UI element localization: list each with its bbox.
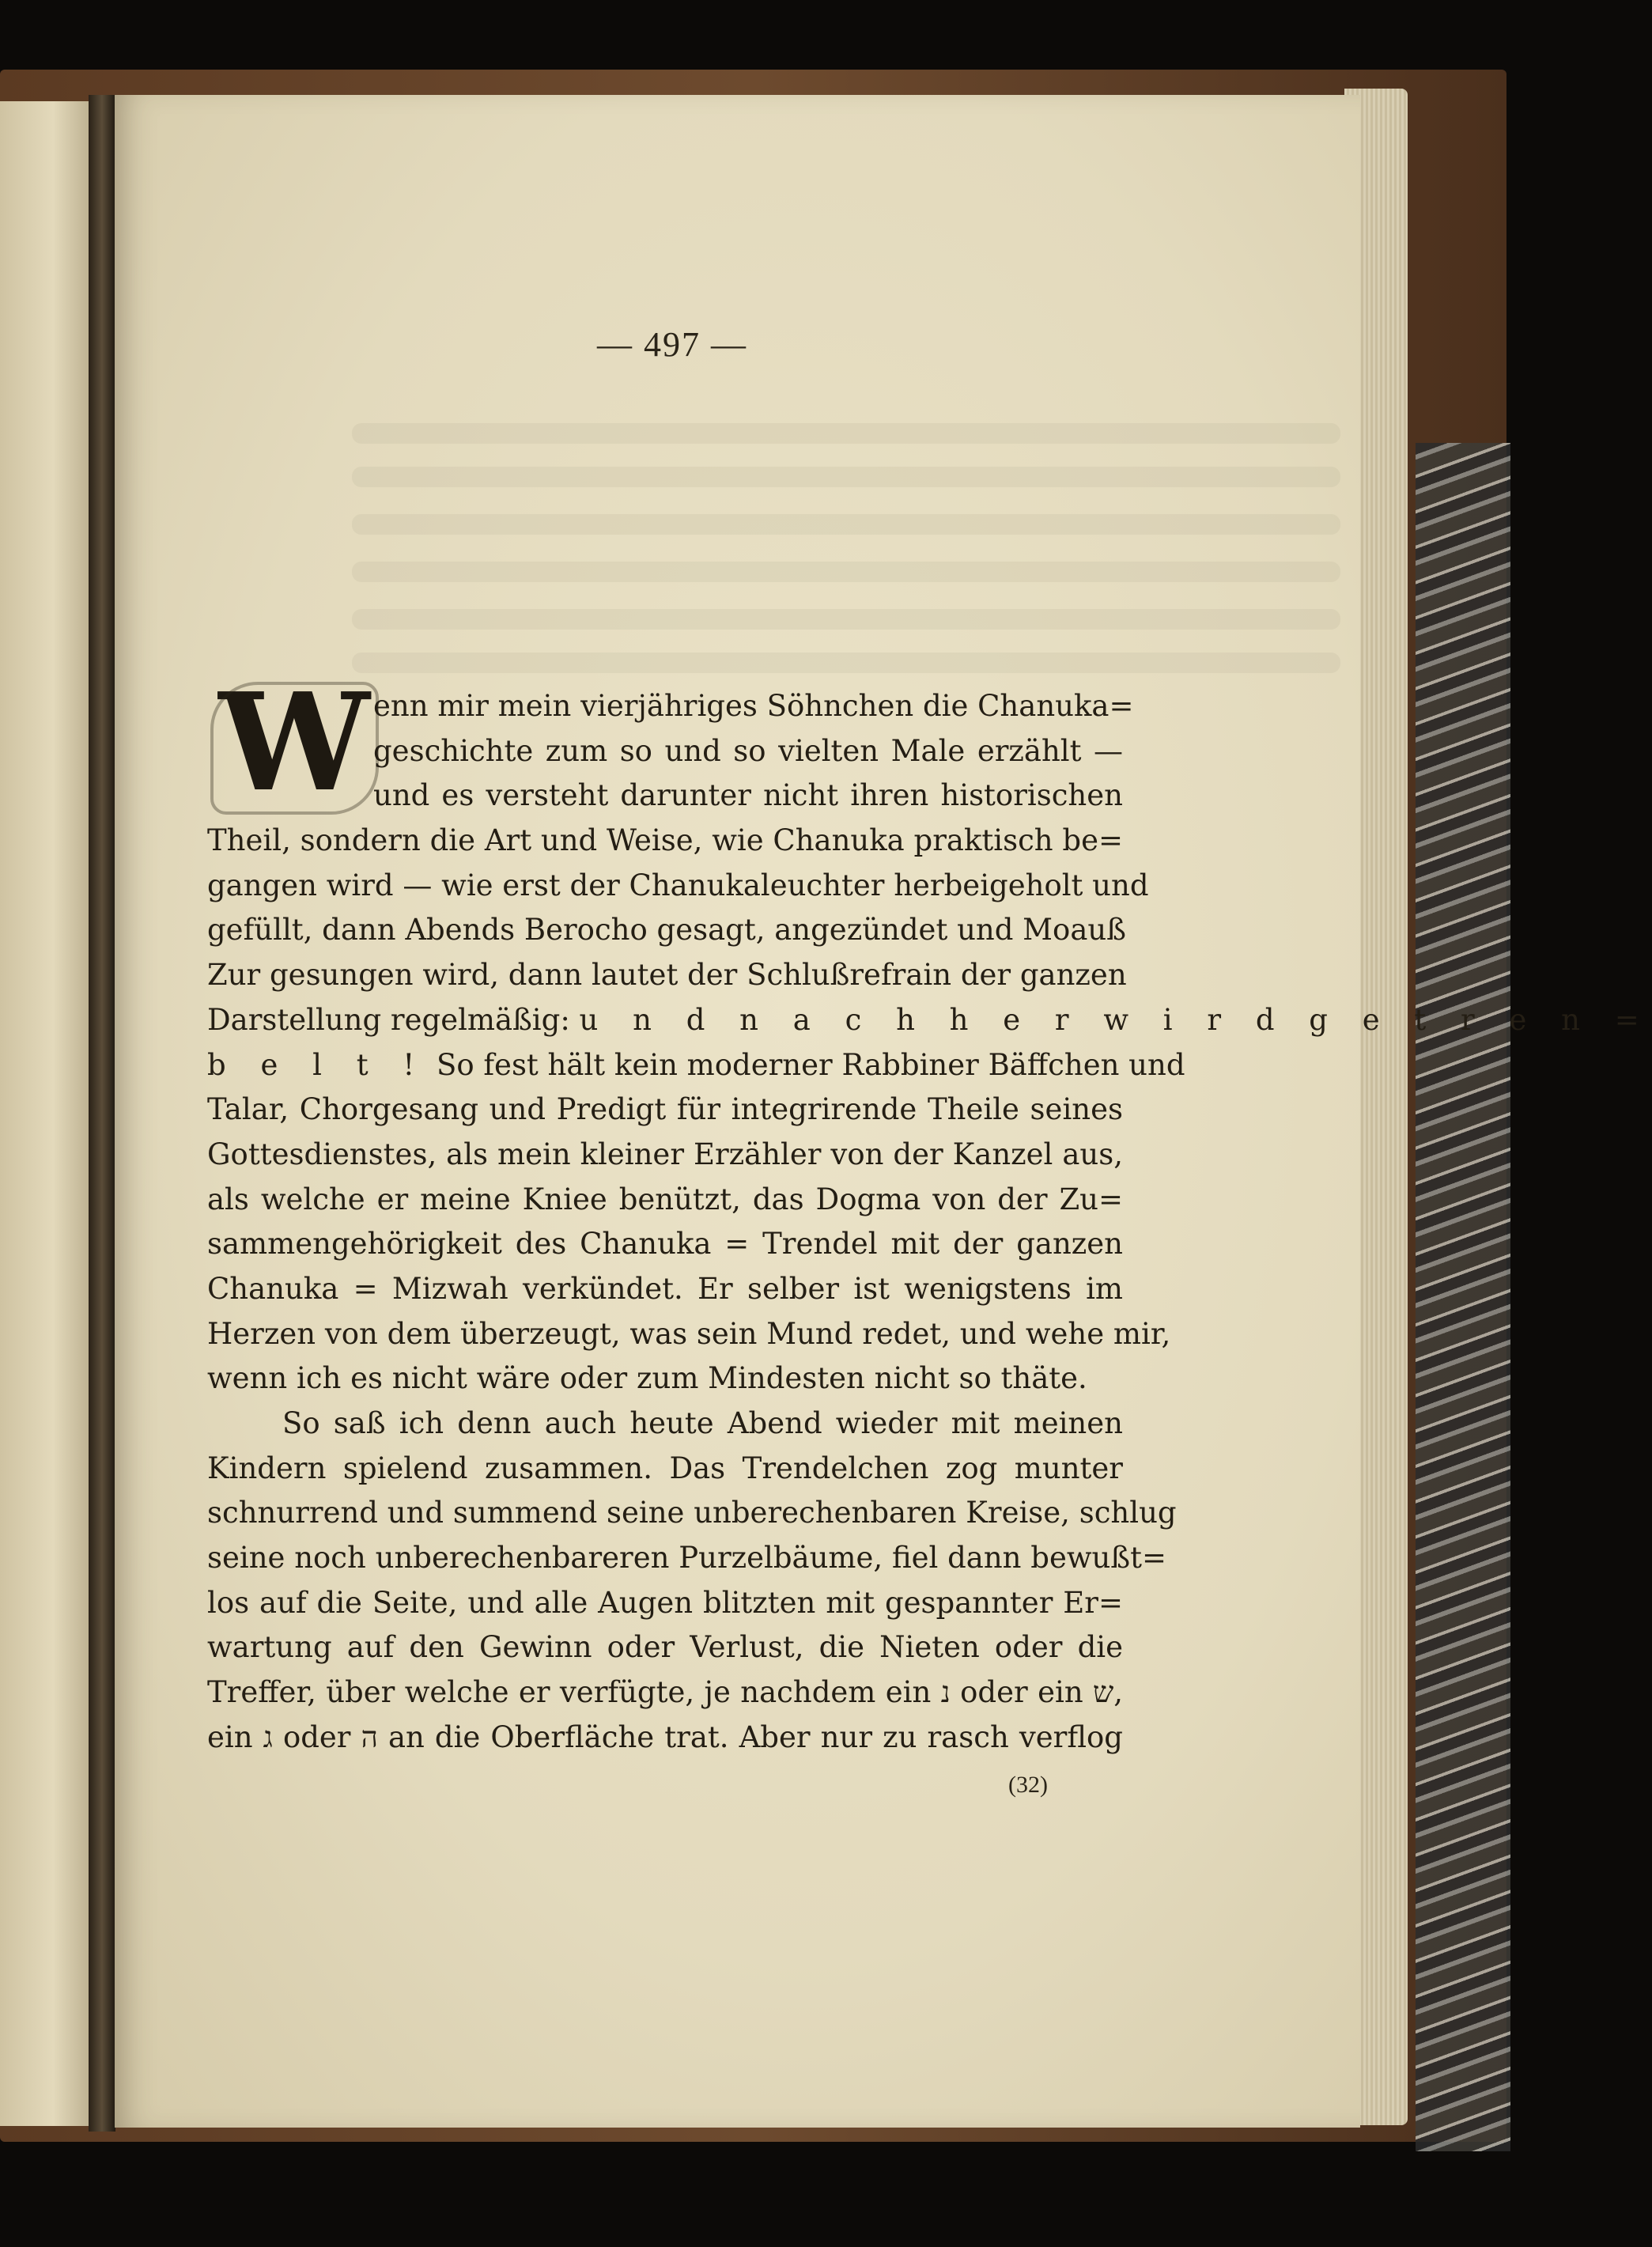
text-line: gefüllt, dann Abends Berocho gesagt, angezündet und Moauß (207, 913, 1126, 948)
text-line: Theil, sondern die Art und Weise, wie Chanuka praktisch be= (207, 823, 1123, 858)
page-number: — 497 — (597, 325, 747, 364)
marbled-cover-edge (1416, 443, 1510, 2151)
left-page-edge (0, 101, 89, 2126)
show-through-text (352, 609, 1340, 630)
book-gutter (89, 95, 115, 2132)
printer-signature: (32) (1008, 1772, 1048, 1798)
text-line: Talar, Chorgesang und Predigt für integrirende Theile seines (207, 1092, 1123, 1127)
text-fragment: Darstellung regelmäßig: (207, 1002, 570, 1037)
text-line (207, 1043, 1185, 1088)
text-line: Herzen von dem überzeugt, was sein Mund redet, und wehe mir, (207, 1316, 1171, 1351)
text-line: geschichte zum so und so vielten Male erzählt — (373, 733, 1123, 768)
show-through-text (352, 423, 1340, 444)
text-fragment: So fest hält kein moderner Rabbiner Bäffchen und (436, 1047, 1185, 1082)
show-through-text (352, 653, 1340, 673)
show-through-text (352, 514, 1340, 535)
show-through-text (352, 467, 1340, 487)
emphasized-phrase: b e l t ! (207, 1047, 428, 1082)
text-line: Treffer, über welche er verfügte, je nachdem ein נ oder ein ש, (207, 1675, 1123, 1710)
text-line: wenn ich es nicht wäre oder zum Mindesten nicht so thäte. (207, 1361, 1087, 1396)
text-line: Kindern spielend zusammen. Das Trendelchen zog munter (207, 1451, 1123, 1485)
text-line: wartung auf den Gewinn oder Verlust, die Nieten oder die (207, 1630, 1123, 1665)
body-text (207, 684, 1652, 1761)
emphasized-phrase: u n d n a c h h e r w i r d g e t r e n = (579, 1002, 1652, 1037)
text-line: So saß ich denn auch heute Abend wieder mit meinen (282, 1406, 1123, 1440)
text-line: ein ג oder ה an die Oberfläche trat. Aber nur zu rasch verflog (207, 1719, 1123, 1754)
text-line (207, 998, 1652, 1043)
text-line: enn mir mein vierjähriges Söhnchen die Chanuka= (373, 689, 1134, 723)
text-line: los auf die Seite, und alle Augen blitzten mit gespannter Er= (207, 1585, 1123, 1620)
text-line: Chanuka = Mizwah verkündet. Er selber ist wenigstens im (207, 1271, 1123, 1306)
text-line: schnurrend und summend seine unberechenbaren Kreise, schlug (207, 1496, 1177, 1530)
text-line: Zur gesungen wird, dann lautet der Schlußrefrain der ganzen (207, 958, 1127, 993)
text-line: gangen wird — wie erst der Chanukaleuchter herbeigeholt und (207, 868, 1149, 902)
text-line: sammengehörigkeit des Chanuka = Trendel mit der ganzen (207, 1227, 1123, 1262)
show-through-text (352, 562, 1340, 582)
text-line: als welche er meine Kniee benützt, das Dogma von der Zu= (207, 1182, 1123, 1216)
text-line: seine noch unberechenbareren Purzelbäume, fiel dann bewußt= (207, 1541, 1166, 1576)
drop-cap: W (215, 674, 373, 812)
text-line: Gottesdienstes, als mein kleiner Erzähler von der Kanzel aus, (207, 1137, 1123, 1171)
text-line: und es versteht darunter nicht ihren historischen (373, 778, 1123, 813)
